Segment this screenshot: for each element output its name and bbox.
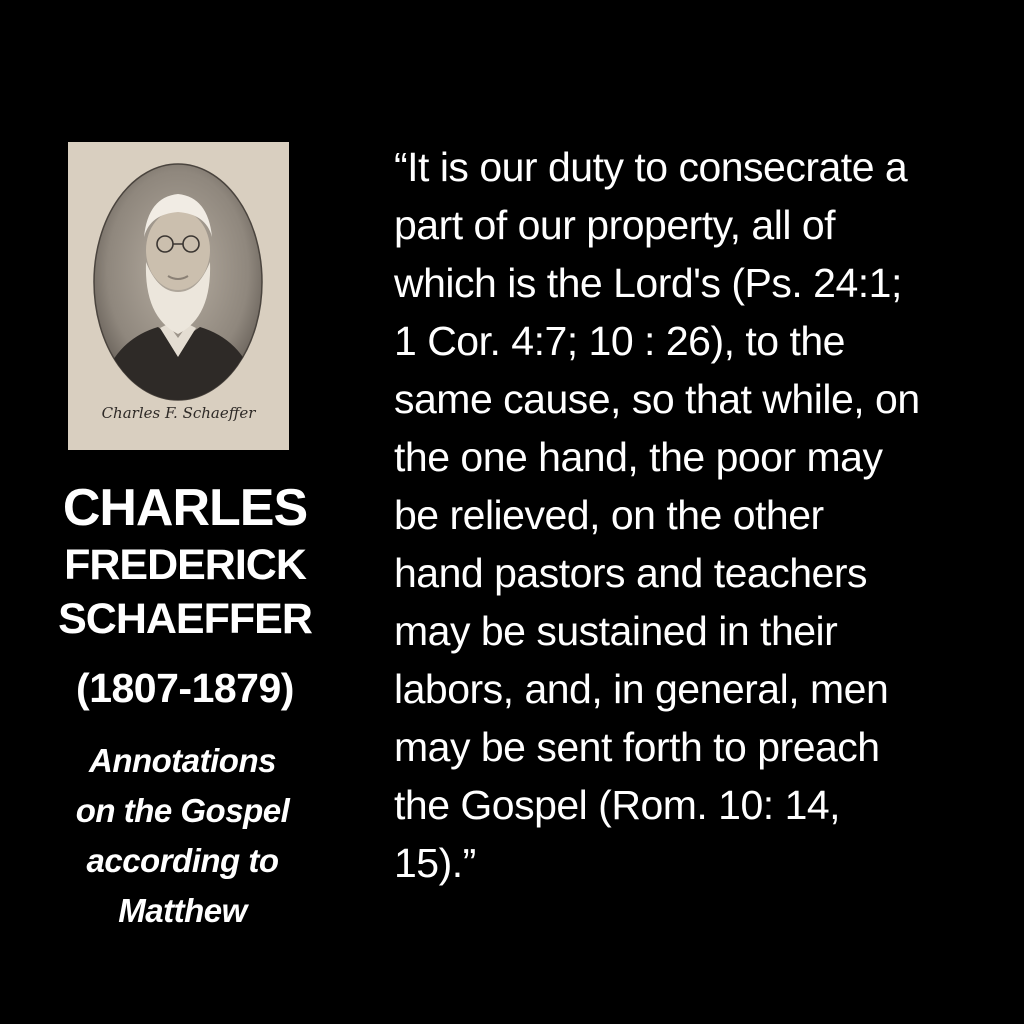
quote-line: be relieved, on the other (394, 492, 824, 538)
portrait-signature: Charles F. Schaeffer (101, 404, 256, 422)
person-middle-name: FREDERICK (64, 541, 306, 589)
quote-line: same cause, so that while, on (394, 376, 920, 422)
quote-line: part of our property, all of (394, 202, 836, 248)
work-title-line: Annotations (89, 742, 276, 779)
quote-line: hand pastors and teachers (394, 550, 867, 596)
quote-line: labors, and, in general, men (394, 666, 889, 712)
quote-line: may be sustained in their (394, 608, 838, 654)
quote-line: may be sent forth to preach (394, 724, 880, 770)
person-first-name: CHARLES (62, 479, 308, 537)
person-name-block (40, 478, 330, 714)
person-last-name: SCHAEFFER (58, 595, 312, 643)
portrait-image (68, 142, 289, 450)
quote-line: “It is our duty to consecrate a (394, 144, 908, 190)
quote-line: 15).” (394, 840, 476, 886)
work-title-line: Matthew (118, 892, 247, 929)
quote-line: 1 Cor. 4:7; 10 : 26), to the (394, 318, 845, 364)
quote-line: the one hand, the poor may (394, 434, 883, 480)
person-dates: (1807-1879) (76, 665, 294, 711)
work-title-line: according to (86, 842, 279, 879)
quote-line: the Gospel (Rom. 10: 14, (394, 782, 841, 828)
quote-line: which is the Lord's (Ps. 24:1; (394, 260, 902, 306)
work-title-line: on the Gospel (75, 792, 290, 829)
work-title (45, 736, 320, 936)
quote-text (394, 138, 994, 892)
